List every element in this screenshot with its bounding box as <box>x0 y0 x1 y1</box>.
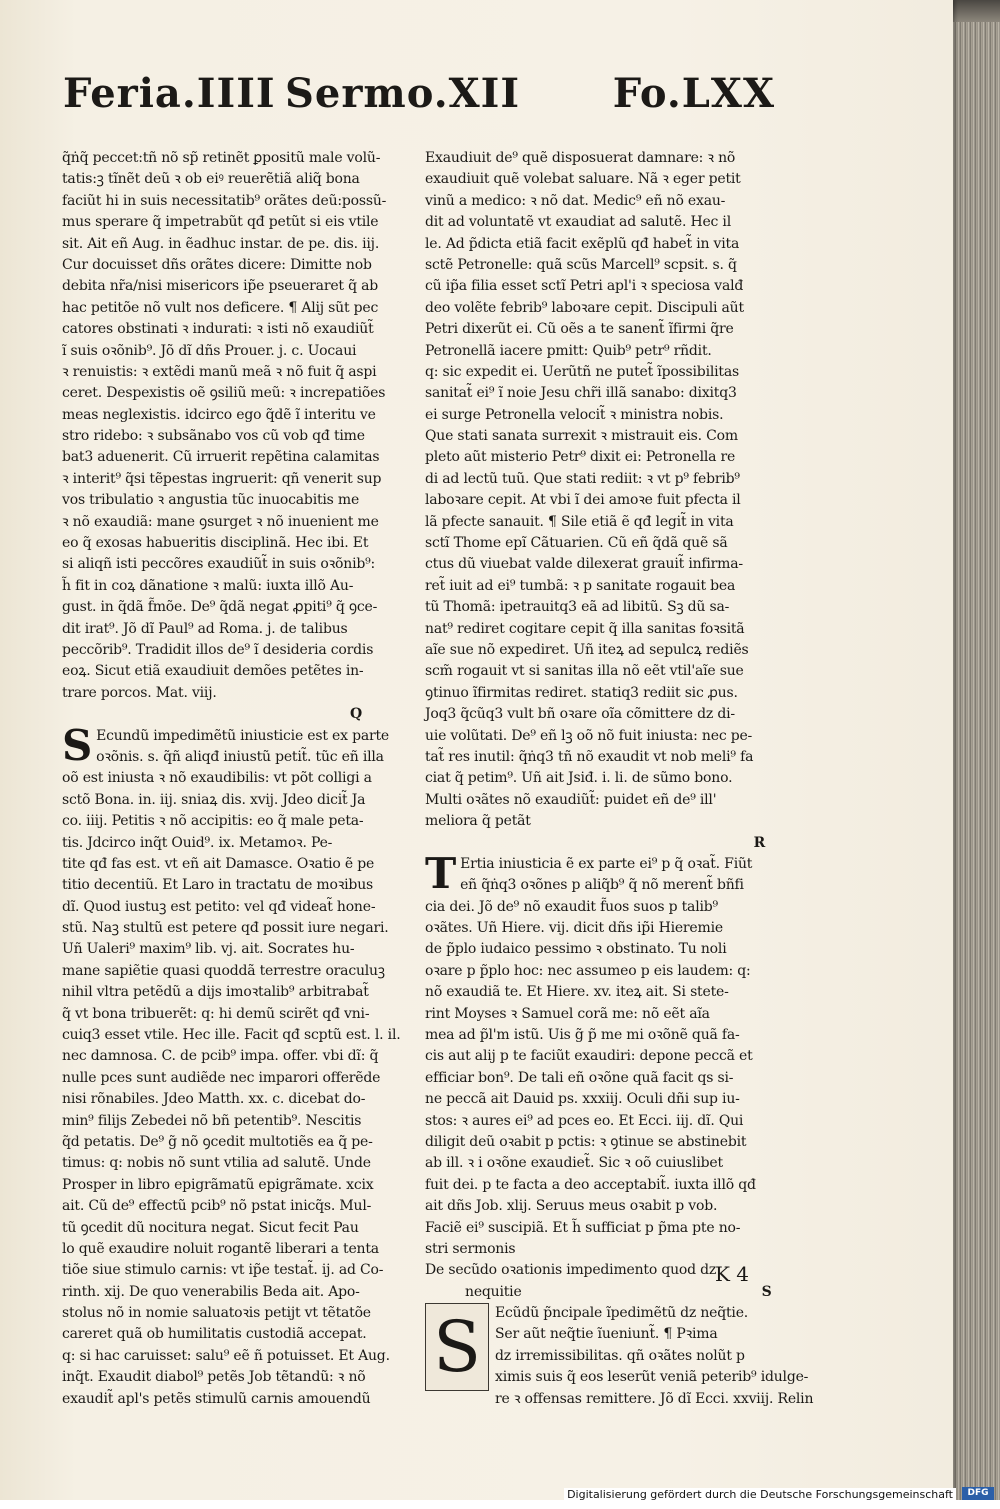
right-block-2 <box>425 848 777 1260</box>
text-line: diligit deũ oꝛabit p pctis: ꝛ ꝯtinue se abstinebit <box>425 1133 747 1150</box>
text-line: Uñ Ualeri⁹ maxim⁹ lib. vj. ait. Socrates hu- <box>62 941 355 958</box>
text-line: ait. Cũ de⁹ effectũ pcib⁹ nõ pstat inicq̃s. Mul- <box>62 1198 372 1215</box>
text-line: si aliqñ isti peccõres exaudiũt̃ in suis oꝛõnib⁹: <box>62 556 376 573</box>
text-line: ab ill. ꝛ i oꝛõne exaudiet̃. Sic ꝛ oõ cuiuslibet <box>425 1155 723 1172</box>
text-line: sctĩ Thome epĩ Cãtuarien. Cũ eñ q̃dã quẽ sã <box>425 535 728 552</box>
section-marker: Q <box>350 706 362 723</box>
footer-credit: Digitalisierung gefördert durch die Deutsche Forschungsgemeinschaft <box>564 1488 956 1501</box>
section-marker: R <box>753 834 765 851</box>
left-block-1 <box>62 148 412 704</box>
text-line: cũ ip̃a filia esset sctĩ Petri apl'i ꝛ speciosa valđ <box>425 278 744 295</box>
right-marker-line <box>425 833 777 854</box>
text-line: re ꝛ offensas remittere. Jõ dĩ Ecci. xxviij. Relin <box>495 1390 814 1407</box>
section-heading-cont: nequitie <box>465 1283 522 1300</box>
text-line: ciat q̃ petim⁹. Uñ ait Jsiđ. i. li. de sũmo bono. <box>425 770 733 787</box>
text-line: Prosper in libro epigrãmatũ epigrãmate. xcix <box>62 1176 374 1193</box>
text-line: mane sapiẽtie quasi quoddã terrestre oraculuꝫ <box>62 962 385 979</box>
text-line: Multi oꝛãtes nõ exaudiũt̃: puidet eñ de⁹ ill' <box>425 791 717 808</box>
text-line: tite qđ fas est. vt eñ ait Damasce. Oꝛatio ẽ pe <box>62 855 375 872</box>
running-header <box>55 70 775 130</box>
text-line: ꝛ nõ exaudiã: mane ꝯsurget ꝛ nõ inuenient me <box>62 513 379 530</box>
text-line: h̃ fit in coꝝ dãnatione ꝛ malũ: iuxta illõ Au- <box>62 577 354 594</box>
text-line: ceret. Despexistis oẽ ꝯsiliũ meũ: ꝛ increpatiões <box>62 385 386 402</box>
text-line: fuit dei. p te facta a deo acceptabit̃. iuxta illõ qđ <box>425 1176 756 1193</box>
text-line: exaudiuit quẽ volebat saluare. Nã ꝛ eger petit <box>425 171 741 188</box>
header-folio: Fo.LXX <box>612 70 775 117</box>
text-line: stolus nõ in nomie saluatoꝛis petijt vt tẽtatõe <box>62 1305 371 1322</box>
text-line: oꝛãtes. Uñ Hiere. vij. dicit dñs ip̃i Hieremie <box>425 920 723 937</box>
right-block-2-wrap <box>425 848 777 1260</box>
text-line: ꝛ interit⁹ q̃si tẽpestas ingruerit: qñ venerit sup <box>62 470 382 487</box>
text-line: nulle pces sunt audiẽde nec imparori offerẽde <box>62 1069 381 1086</box>
text-line: q̃d petatis. De⁹ g̃ nõ ꝯcedit multotiẽs ea q̃ pe- <box>62 1133 373 1150</box>
text-line: efficiar bon⁹. De tali eñ oꝛõne quã facit qs si- <box>425 1069 734 1086</box>
text-line: stos: ꝛ aures ei⁹ ad pces eo. Et Ecci. iij. dĩ. Qui <box>425 1112 744 1129</box>
text-line: stri sermonis <box>425 1240 516 1257</box>
text-line: tũ Thomã: ipetrauitq3 eã ad libitũ. Sꝫ dũ sa- <box>425 599 730 616</box>
section-heading: De secũdo oꝛationis impedimento quod dz <box>425 1262 717 1279</box>
text-line: faciũt hi in suis necessitatib⁹ orãtes deũ:possũ- <box>62 192 387 209</box>
text-line: cis aut alij p te faciũt exaudiri: depone peccã et <box>425 1048 753 1065</box>
text-line: nõ exaudiã te. Et Hiere. xv. iteꝝ ait. Si stete- <box>425 984 729 1001</box>
text-line: oꝛõnis. s. q̃ñ aliqđ iniustũ petit̃. tũc eñ illa <box>96 748 384 765</box>
text-line: catores obstinati ꝛ indurati: ꝛ isti nõ exaudiũt̃ <box>62 321 374 338</box>
text-line: trare porcos. Mat. viij. <box>62 684 217 701</box>
text-line: Petri dixerũt ei. Cũ oẽs a te sanent̃ ĩfirmi q̃re <box>425 321 734 338</box>
header-sermo: Sermo.XII <box>285 70 521 117</box>
text-line: meas neglexistis. idcirco ego q̃dẽ ĩ interitu ve <box>62 406 376 423</box>
text-line: q̃ṅq̃ peccet:tñ nõ sp̃ retinẽt ꝑpositũ male volũ- <box>62 150 381 166</box>
text-line: bat3 aduenerit. Cũ irruerit repẽtina calamitas <box>62 449 380 466</box>
text-line: Ser aũt neq̃tie ĩueniunt̃. ¶ Pꝛima <box>495 1326 718 1343</box>
text-line: rint Moyses ꝛ Samuel corã me: nõ eẽt aĩa <box>425 1005 710 1022</box>
text-line: nihil vltra petẽdũ a dijs imoꝛtalib⁹ arbitrabat̃ <box>62 984 369 1001</box>
text-line: Petronellã iacere pmitt: Quib⁹ petr⁹ rñdit. <box>425 342 712 359</box>
right-block-1 <box>425 148 777 833</box>
right-block-3-wrap <box>425 1303 814 1410</box>
text-line: ei surge Petronella velocit̃ ꝛ ministra nobis. <box>425 406 724 423</box>
initial-letter: T <box>425 848 457 898</box>
text-line: stro ridebo: ꝛ subsãnabo vos cũ vob qđ time <box>62 428 365 445</box>
text-line: Ecũdũ p̃ncipale ĩpedimẽtũ dz neq̃tie. <box>495 1305 749 1322</box>
dfg-logo: DFG <box>962 1487 994 1500</box>
text-line: Ecundũ impedimẽtũ iniusticie est ex parte <box>96 727 389 744</box>
text-line: vinũ a medico: ꝛ nõ dat. Medic⁹ eñ nõ exau- <box>425 192 726 209</box>
text-line: careret quã ob humilitatis custodiã accepat. <box>62 1326 367 1343</box>
left-marker-line <box>62 704 412 725</box>
text-line: tatis:ꝫ tĩnẽt deũ ꝛ ob eiꝰ reuerẽtiã aliq̃ bona <box>62 171 360 188</box>
text-line: peccõrib⁹. Tradidit illos de⁹ ĩ desideria cordis <box>62 641 374 658</box>
text-line: ĩ suis oꝛõnib⁹. Jõ dĩ dñs Prouer. j. c. Uocaui <box>62 342 357 359</box>
text-line: tat̃ res inutil: q̃ṅq3 tñ nõ exaudit vt nob meli⁹ fa <box>425 748 754 765</box>
left-block-2-wrap <box>62 720 412 1411</box>
text-line: pleto aũt misterio Petr⁹ dixit ei: Petronella re <box>425 449 736 466</box>
text-line: min⁹ filijs Zebedei nõ bñ petentib⁹. Nescitis <box>62 1112 362 1129</box>
text-line: Cur docuisset dñs orãtes dicere: Dimitte nob <box>62 256 372 273</box>
text-line: nisi rõnabiles. Jdeo Matth. xx. c. dicebat do- <box>62 1091 366 1108</box>
text-line: Exaudiuit de⁹ quẽ disposuerat damnare: ꝛ nõ <box>425 150 736 166</box>
text-line: titio decentiũ. Et Laro in tractatu de moꝛibus <box>62 877 374 894</box>
text-line: debita nr̃a/nisi misericors ip̃e pseueraret q̃ ab <box>62 278 378 295</box>
initial-letter: S <box>62 720 93 770</box>
text-line: sctẽ Petronelle: quã scũs Marcell⁹ scpsit. s. q̃ <box>425 256 737 273</box>
text-line: Joq3 q̃cũq3 vult bñ oꝛare oĩa cõmittere dz di- <box>425 706 735 723</box>
text-line: q: sic expedit ei. Uerũtñ ne putet̃ ĩpossibilitas <box>425 363 739 380</box>
text-line: eo q̃ exosas habueritis disciplinã. Hec ibi. Et <box>62 535 369 552</box>
text-line: aĩe sue nõ expediret. Uñ iteꝝ ad sepulcꝝ rediẽs <box>425 641 749 658</box>
text-line: mus sperare q̃ impetrabũt qđ petũt si eis vtile <box>62 214 379 231</box>
text-line: vos tribulatio ꝛ angustia tũc inuocabitis me <box>62 492 360 509</box>
text-line: sctõ Bona. in. iij. sniaꝝ dis. xvij. Jdeo dicit̃ Ja <box>62 791 366 808</box>
text-line: ne peccã ait Dauid ps. xxxiij. Oculi dñi sup iu- <box>425 1091 740 1108</box>
text-line: lo quẽ exaudire noluit rogantẽ liberari a tenta <box>62 1240 379 1257</box>
text-line: Faciẽ ei⁹ suscipiã. Et h̃ sufficiat p p̃ma pte no- <box>425 1219 741 1236</box>
text-line: gust. in q̃dã f̃mõe. De⁹ q̃dã negat ꝓpiti⁹ q̃ ꝯce- <box>62 599 378 616</box>
text-line: oꝛare p p̃plo hoc: nec assumeo p eis laudem: q: <box>425 962 751 979</box>
text-line: oõ est iniusta ꝛ nõ exaudibilis: vt põt colligi a <box>62 770 372 787</box>
text-line: le. Ad p̃dicta etiã facit exẽplũ qđ habet̃ in vita <box>425 235 740 252</box>
text-line: cia dei. Jõ de⁹ nõ exaudit f̃uos suos p talib⁹ <box>425 898 718 915</box>
text-line: q: si hac caruisset: salu⁹ eẽ ñ potuisset. Et Aug. <box>62 1347 390 1364</box>
text-line: laboꝛare cepit. At vbi ĩ dei amoꝛe fuit pfecta il <box>425 492 741 509</box>
text-line: dit ad voluntatẽ vt exaudiat ad salutẽ. Hec il <box>425 214 731 231</box>
header-feria: Feria.IIII <box>63 70 276 117</box>
footer-bar <box>0 1500 1000 1509</box>
text-line: de p̃plo iudaico pessimo ꝛ obstinato. Tu noli <box>425 941 727 958</box>
text-line: inq̃t. Exaudit diabol⁹ petẽs Job tẽtandũ: ꝛ nõ <box>62 1369 366 1386</box>
text-line: meliora q̃ petãt <box>425 813 531 830</box>
text-line: rinth. xij. De quo venerabilis Beda ait. Apo- <box>62 1283 360 1300</box>
text-line: uie volũtati. De⁹ eñ lꝫ oõ nõ fuit iniusta: nec pe- <box>425 727 753 744</box>
text-line: co. iiij. Petitis ꝛ nõ accipitis: eo q̃ male peta- <box>62 813 364 830</box>
text-line: ait dñs Job. xlij. Seruus meus oꝛabit p vob. <box>425 1198 718 1215</box>
text-line: dĩ. Quod iustuꝫ est petito: vel qđ videat̃ hone- <box>62 898 376 915</box>
signature-mark: K 4 <box>715 1262 750 1286</box>
text-line: q̃ vt bona tribuerẽt: q: hi demũ scirẽt qđ vni- <box>62 1005 370 1022</box>
text-line: sanitat̃ ei⁹ ĩ noie Jesu chr̃i illã sanabo: dixitq3 <box>425 385 737 402</box>
left-block-2 <box>62 720 412 1411</box>
text-line: timus: q: nobis nõ sunt vtilia ad salutẽ. Unde <box>62 1155 371 1172</box>
text-line: tiõe siue stimulo carnis: vt ip̃e testat̃. ij. ad Co- <box>62 1262 384 1279</box>
text-line: deo volẽte febrib⁹ laboꝛare cepit. Discipuli aũt <box>425 299 744 316</box>
text-line: ret̃ iuit ad ei⁹ tumbã: ꝛ p sanitate rogauit bea <box>425 577 736 594</box>
text-line: Ertia iniusticia ẽ ex parte ei⁹ p q̃ oꝛat̃. Fiũt <box>460 855 753 872</box>
page-edge-stack <box>952 0 1000 1500</box>
text-line: mea ad p̃l'm istũ. Uis g̃ p̃ me mi oꝛõnẽ quã fa- <box>425 1027 740 1044</box>
text-line: scm̃ rogauit vt si sanitas illa nõ eẽt vtil'aĩe sue <box>425 663 744 680</box>
text-line: nat⁹ rediret cogitare cepit q̃ illa sanitas foꝛsitã <box>425 620 745 637</box>
text-line: ximis suis q̃ eos leserũt veniã peterib⁹ idulge- <box>495 1369 809 1386</box>
text-line: dit irat⁹. Jõ dĩ Paul⁹ ad Roma. j. de talibus <box>62 620 348 637</box>
text-line: lã pfecte sanauit. ¶ Sile etiã ẽ qđ legit̃ in vita <box>425 513 734 530</box>
right-column <box>425 148 814 1410</box>
text-line: cuiq3 esset vtile. Hec ille. Facit qđ scptũ est. l. il. <box>62 1027 401 1044</box>
text-line: nec damnosa. C. de pcib⁹ impa. offer. vbi dĩ: q̃ <box>62 1048 379 1065</box>
text-line: di ad lectũ tuũ. Que stati rediit: ꝛ vt p⁹ febrib⁹ <box>425 470 740 487</box>
text-line: dz irremissibilitas. qñ oꝛãtes nolũt p <box>495 1347 745 1364</box>
text-line: sit. Ait eñ Aug. in ẽadhuc instar. de pe. dis. iij. <box>62 235 380 252</box>
text-line: ꝯtinuo ĩfirmitas rediret. statiq3 rediit sic ꝓus. <box>425 684 738 701</box>
text-line: stũ. Naꝫ stultũ est petere qđ possit iure negari. <box>62 920 389 937</box>
text-line: exaudit̃ apl's petẽs stimulũ carnis amouendũ <box>62 1390 371 1407</box>
text-line: Que stati sanata surrexit ꝛ mistrauit eis. Com <box>425 428 738 445</box>
left-column <box>62 148 412 1410</box>
text-line: ꝛ renuistis: ꝛ extẽdi manũ meã ꝛ nõ fuit q̃ aspi <box>62 363 377 380</box>
text-line: eñ q̃ṅq3 oꝛõnes p aliq̃b⁹ q̃ nõ merent̃ bñfi <box>460 877 744 894</box>
text-line: hac petitõe nõ vult nos deficere. ¶ Alij sũt pec <box>62 299 379 316</box>
text-line: tis. Jdcirco inq̃t Ouid⁹. ix. Metamoꝛ. Pe- <box>62 834 333 851</box>
decorated-initial: S <box>425 1303 489 1391</box>
text-line: tũ ꝯcedit dũ nocitura negat. Sicut fecit Pau <box>62 1219 359 1236</box>
text-line: eoꝝ. Sicut etiã exaudiuit demões petẽtes in- <box>62 663 364 680</box>
section-marker: S <box>761 1283 772 1300</box>
text-line: ctus dũ viuebat valde dilexerat grauit̃ infirma- <box>425 556 743 573</box>
